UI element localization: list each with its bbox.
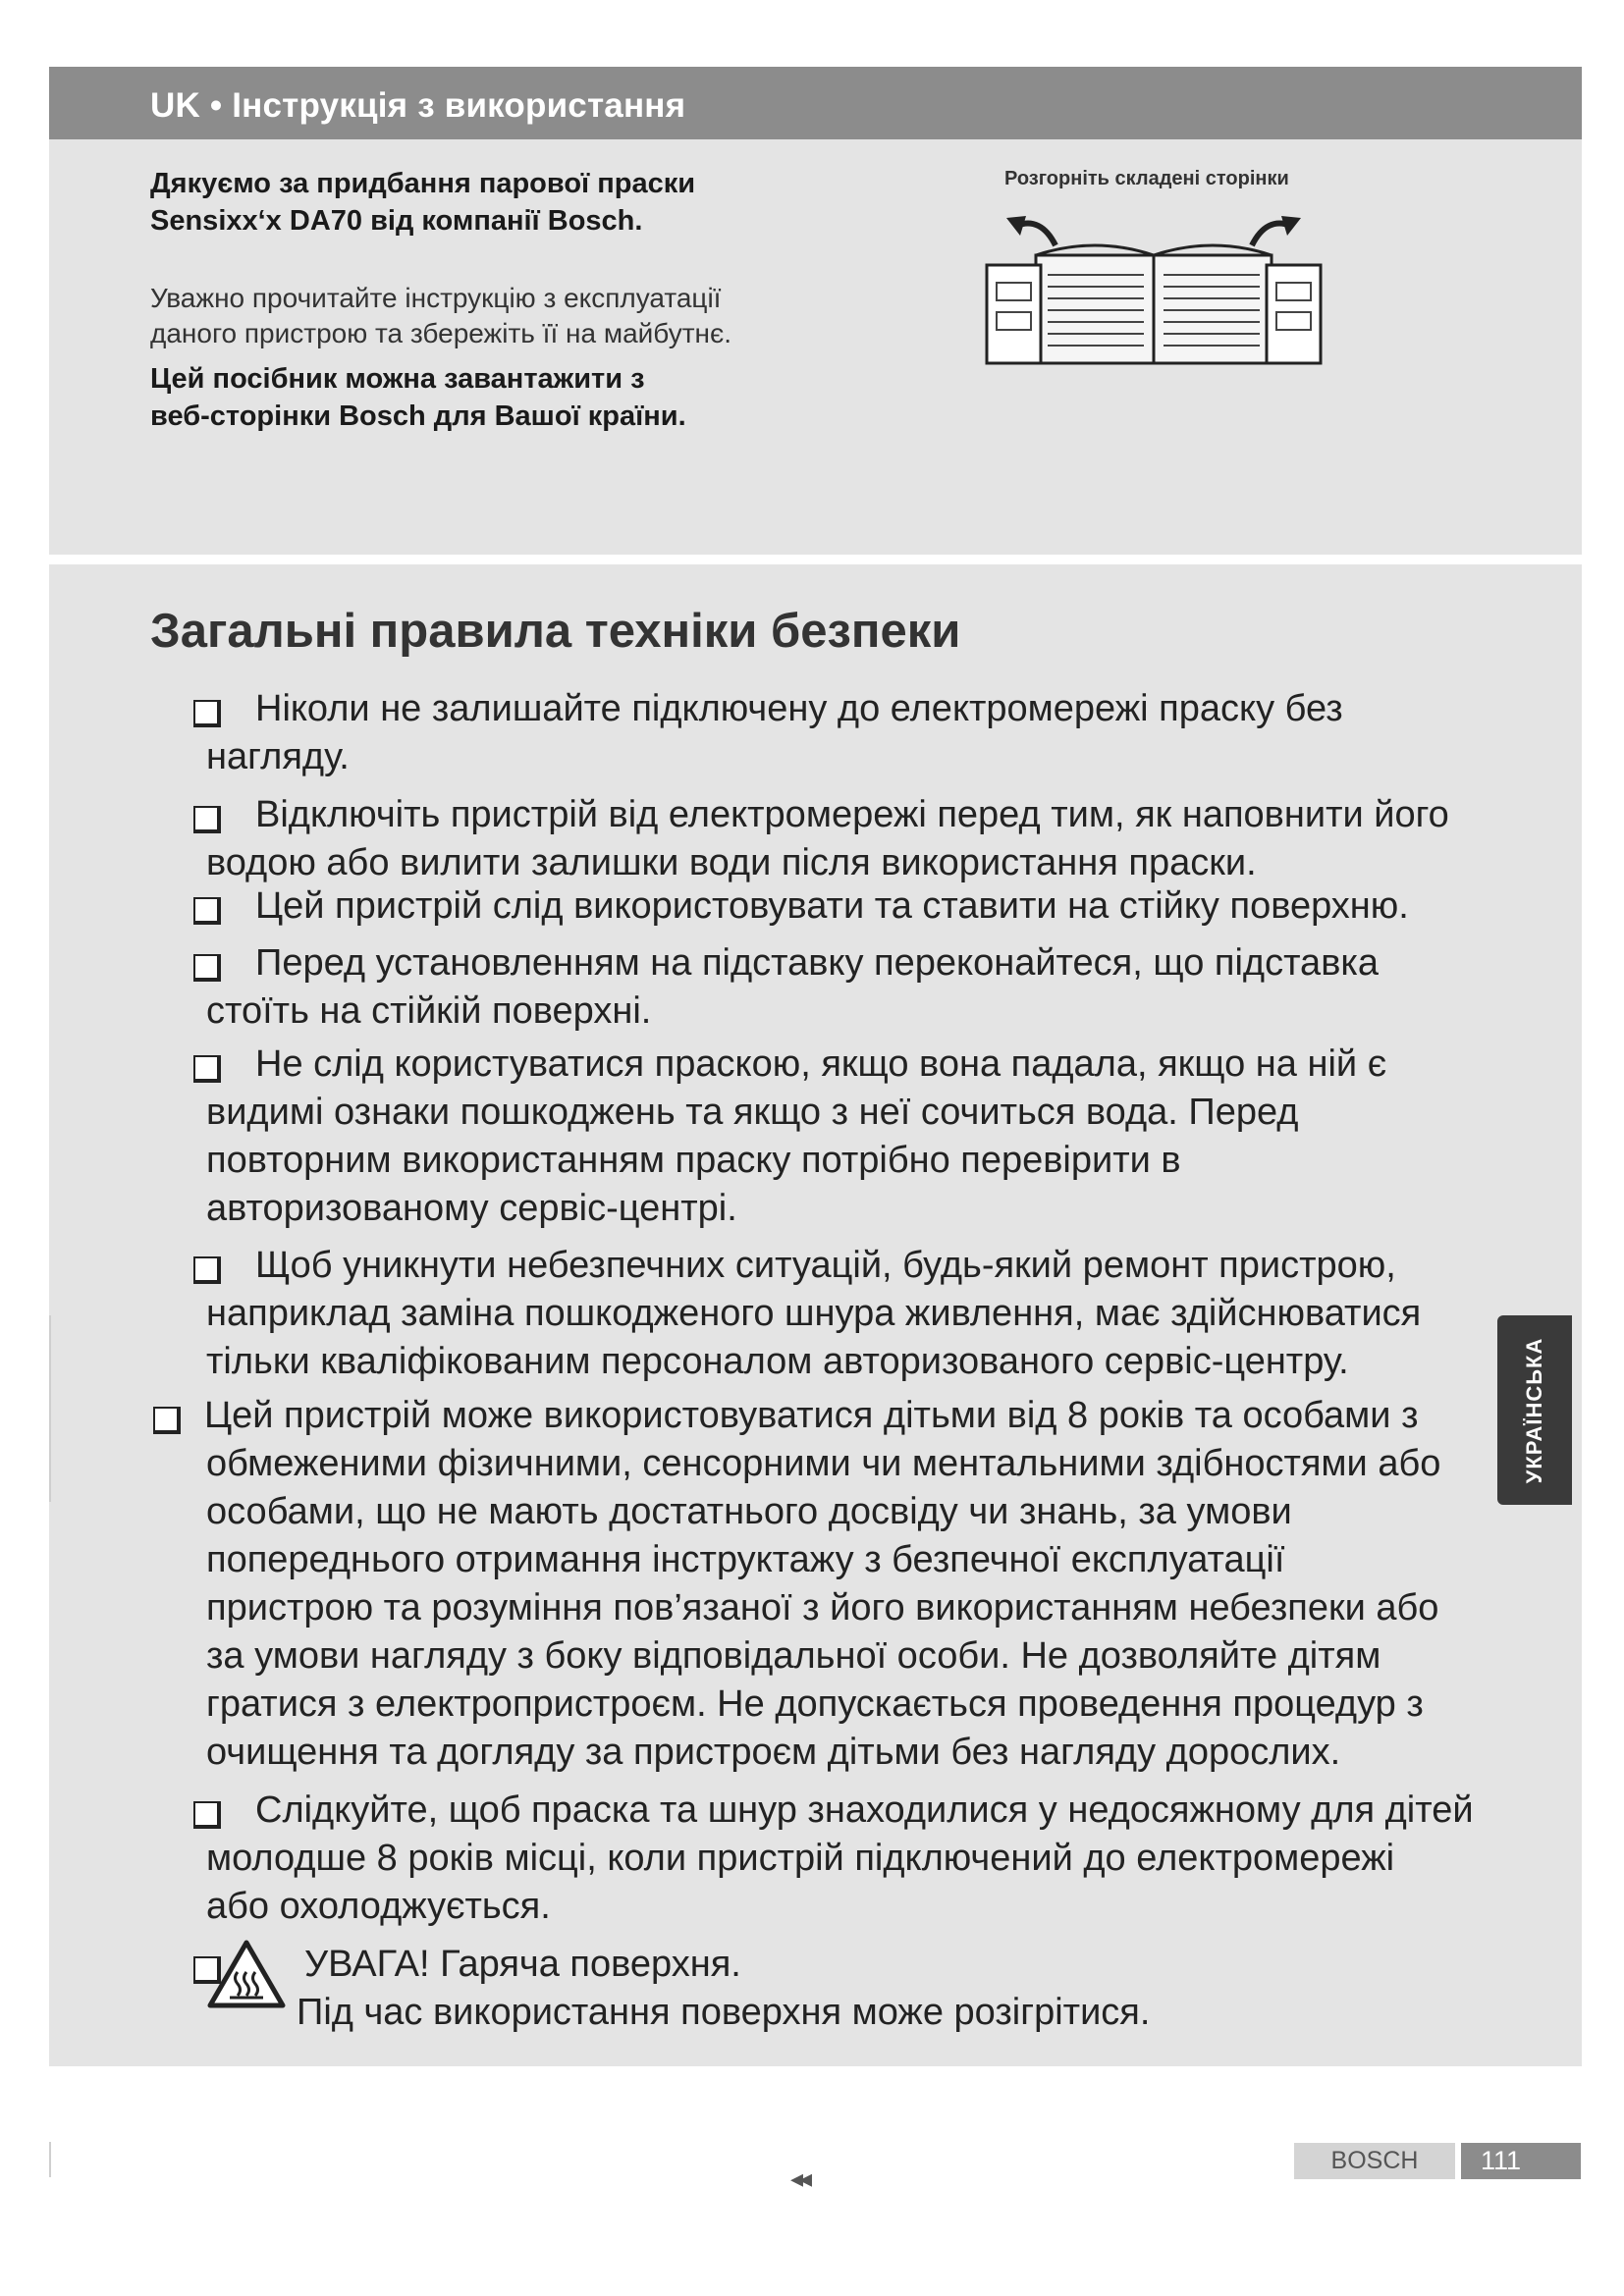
bullet-4-line-1: Перед установленням на підставку переконайтеся, що підставка <box>255 942 1379 984</box>
checkbox-icon <box>153 1407 181 1434</box>
bullet-7-line-4: попереднього отримання інструктажу з безпечної експлуатації <box>206 1539 1285 1580</box>
checkbox-icon <box>193 806 221 833</box>
safety-panel <box>49 564 1582 2066</box>
checkbox-icon <box>193 700 221 727</box>
checkbox-icon <box>193 1801 221 1829</box>
bullet-8-line-3: або охолоджується. <box>206 1886 551 1927</box>
bullet-7-line-3: особами, що не мають достатнього досвіду чи знань, за умови <box>206 1491 1292 1532</box>
bullet-2-line-2: водою або вилити залишки води після використання праски. <box>206 842 1257 883</box>
bullet-2-line-1: Відключіть пристрій від електромережі перед тим, як наповнити його <box>255 794 1449 835</box>
intro-panel <box>49 139 1582 555</box>
checkbox-icon <box>193 1256 221 1284</box>
section-title: Загальні правила техніки безпеки <box>150 605 961 658</box>
footer-margin-line <box>49 2142 51 2177</box>
bullet-7-line-8: очищення та догляду за пристроєм дітьми без нагляду дорослих. <box>206 1732 1341 1773</box>
bullet-7-line-5: пристрою та розуміння пов’язаної з його використанням небезпеки або <box>206 1587 1439 1629</box>
bullet-8-line-2: молодше 8 років місці, коли пристрій підключений до електромережі <box>206 1838 1395 1879</box>
read-line-1: Уважно прочитайте інструкцію з експлуатації <box>150 283 722 313</box>
bullet-5-line-1: Не слід користуватися праскою, якщо вона падала, якщо на ній є <box>255 1043 1387 1085</box>
previous-page-arrows-icon[interactable]: ◂◂ <box>790 2163 809 2193</box>
bullet-8-line-1: Слідкуйте, щоб праска та шнур знаходилися у недосяжному для дітей <box>255 1789 1474 1831</box>
language-tab <box>1497 1315 1572 1505</box>
bullet-7-line-2: обмеженими фізичними, сенсорними чи ментальними здібностями або <box>206 1443 1441 1484</box>
warning-text: Під час використання поверхня може розігрітися. <box>297 1992 1151 2033</box>
language-tab-label: УКРАЇНСЬКА <box>1522 1337 1546 1483</box>
fold-caption: Розгорніть складені сторінки <box>1004 168 1289 189</box>
bullet-7-line-6: за умови нагляду з боку відповідальної особи. Не дозволяйте дітям <box>206 1635 1381 1677</box>
bullet-5-line-4: авторизованому сервіс-центрі. <box>206 1188 737 1229</box>
bullet-3-line-1: Цей пристрій слід використовувати та ставити на стійку поверхню. <box>255 885 1409 927</box>
bullet-5-line-3: повторним використанням праску потрібно перевірити в <box>206 1140 1181 1181</box>
warning-title: УВАГА! Гаряча поверхня. <box>304 1944 741 1985</box>
read-line-2: даного пристрою та збережіть її на майбутнє. <box>150 318 732 348</box>
hot-surface-warning-icon <box>206 1939 287 2009</box>
bullet-6-line-1: Щоб уникнути небезпечних ситуацій, будь-який ремонт пристрою, <box>255 1245 1396 1286</box>
bullet-1-line-1: Ніколи не залишайте підключену до електромережі праску без <box>255 688 1343 729</box>
checkbox-icon <box>193 1055 221 1083</box>
bullet-7-line-7: гратися з електропристроєм. Не допускається проведення процедур з <box>206 1683 1424 1725</box>
footer-brand: BOSCH <box>1294 2143 1455 2179</box>
bullet-5-line-2: видимі ознаки пошкоджень та якщо з неї сочиться вода. Перед <box>206 1092 1299 1133</box>
header-bar <box>49 67 1582 139</box>
bullet-1-line-2: нагляду. <box>206 736 350 777</box>
bullet-6-line-2: наприклад заміна пошкодженого шнура живлення, має здійснюватися <box>206 1293 1422 1334</box>
thanks-line-2: Sensixx‘x DA70 від компанії Bosch. <box>150 205 643 237</box>
bullet-6-line-3: тільки кваліфікованим персоналом авторизованого сервіс-центру. <box>206 1341 1349 1382</box>
download-line-1: Цей посібник можна завантажити з <box>150 363 645 395</box>
thanks-line-1: Дякуємо за придбання парової праски <box>150 168 696 199</box>
bullet-7-line-1: Цей пристрій може використовуватися дітьми від 8 років та особами з <box>204 1395 1419 1436</box>
page-title: UK • Інструкція з використання <box>150 86 686 125</box>
page-number: 111 <box>1461 2143 1581 2179</box>
checkbox-icon <box>193 954 221 982</box>
download-line-2: веб-сторінки Bosch для Вашої країни. <box>150 400 686 432</box>
folded-pages-icon <box>977 196 1370 373</box>
checkbox-icon <box>193 897 221 925</box>
bullet-4-line-2: стоїть на стійкій поверхні. <box>206 990 652 1032</box>
margin-line <box>49 1315 51 1502</box>
